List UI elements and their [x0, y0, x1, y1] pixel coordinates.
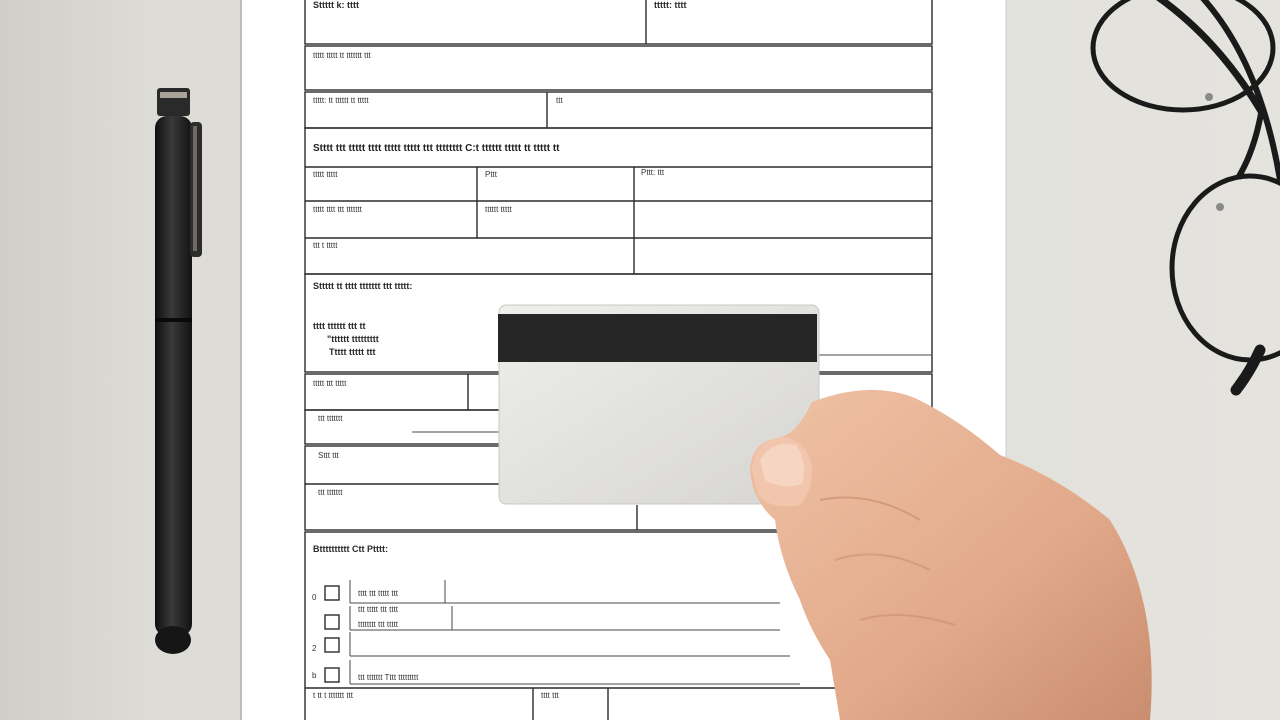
form-grid-cell: Pttt	[485, 170, 498, 179]
form-note-line: Ttttt ttttt ttt	[329, 347, 376, 357]
form-small-row-label: ttt ttttttt	[318, 414, 343, 423]
form-row1-right-label: ttttt: tttt	[654, 0, 687, 10]
form-grid-cell: ttttt tttt ttt ttttttt	[313, 205, 362, 214]
form-subsection-header: Sttttt tt tttt ttttttt ttt ttttt:	[313, 281, 413, 291]
form-row2-label: ttttt ttttt tt ttttttt ttt	[313, 51, 371, 60]
magnetic-stripe	[498, 314, 817, 362]
form-row3-right-label: ttt	[556, 96, 563, 105]
form-lower-row-label: Sttt ttt	[318, 451, 339, 460]
form-grid-cell: tttttt ttttt	[485, 205, 512, 214]
form-footer-right: tttt ttt	[541, 691, 559, 700]
checklist-item-label: tttttttt ttt ttttt	[358, 620, 399, 629]
form-row1-left-label: Sttttt k: tttt	[313, 0, 359, 10]
form-section-header: Stttt ttt ttttt tttt ttttt ttttt ttt tttttttt C:t tttttt ttttt tt ttttt tt	[313, 143, 560, 154]
form-row3-left-label: ttttt: tt tttttt tt ttttt	[313, 96, 369, 105]
svg-text:2: 2	[312, 644, 317, 653]
form-note-line: tttt tttttt ttt tt	[313, 321, 366, 331]
checklist-item-label: ttt ttttttt Tttt ttttttttt	[358, 673, 419, 682]
form-footer-left: t tt t ttttttt ttt	[313, 691, 354, 700]
form-grid-cell: ttt t ttttt	[313, 241, 338, 250]
svg-text:b: b	[312, 671, 317, 680]
form-note-line: "tttttt ttttttttt	[327, 334, 379, 344]
form-grid-cell: ttttt ttttt	[313, 170, 338, 179]
form-small-row-label: ttttt ttt ttttt	[313, 379, 347, 388]
svg-text:0: 0	[312, 593, 317, 602]
form-grid-cell: Pttt: ttt	[641, 168, 665, 177]
checklist-item-label: ttt ttttt ttt tttt	[358, 605, 399, 614]
checklist-item-label: tttt ttt ttttt ttt	[358, 589, 399, 598]
form-checklist-header: Btttttttttt Ctt Ptttt:	[313, 544, 388, 554]
form-lower-row-label: ttt ttttttt	[318, 488, 343, 497]
